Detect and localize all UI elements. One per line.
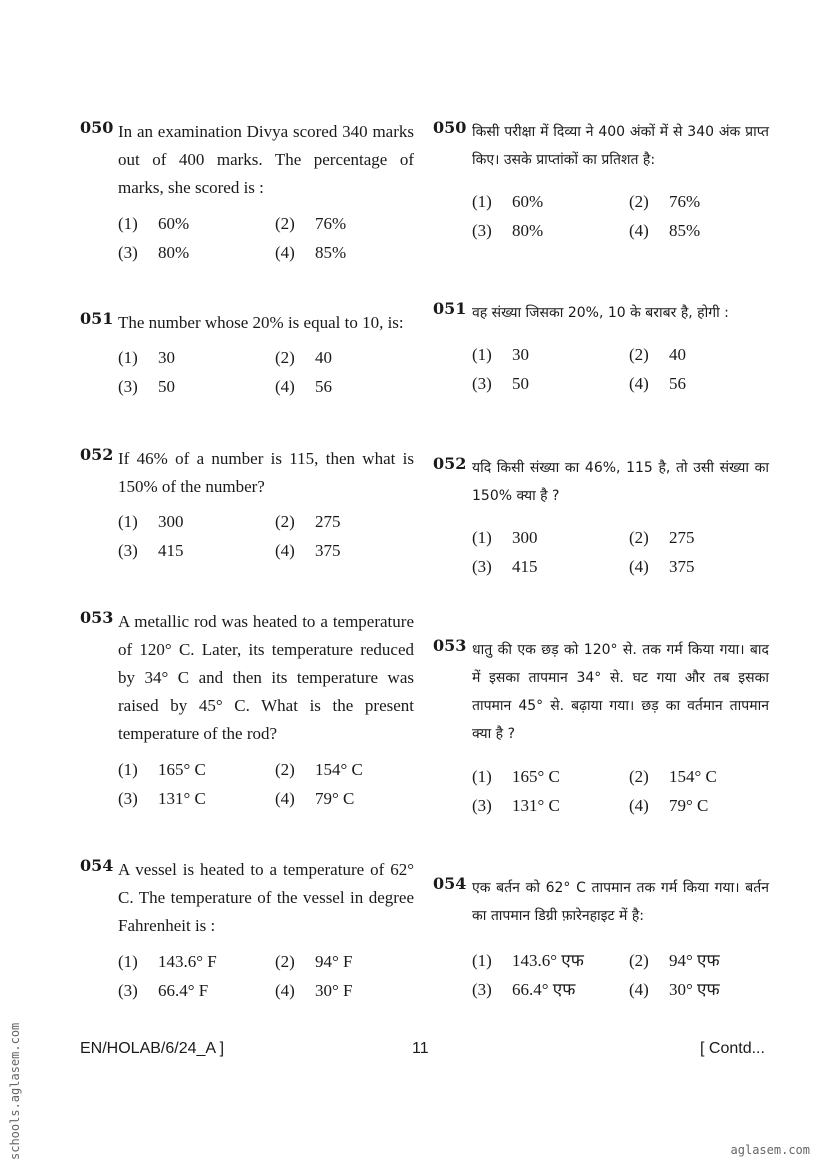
options: [472, 341, 786, 397]
question-text: In an examination Divya scored 340 marks out of 400 marks. The percentage of marks, she scored is :: [118, 122, 414, 197]
option: (3) 80%: [472, 221, 544, 240]
option: (2) 76%: [275, 214, 347, 233]
option: (4) 79° C: [275, 789, 355, 808]
question-053-hi: [433, 636, 769, 815]
question-text: धातु की एक छड़ को 120° से. तक गर्म किया गया। बाद में इसका तापमान 34° से. घट गया और तब इसका तापमान 45° से. बढ़ाया गया। छड़ का वर्तमान तापमान क्या है ?: [472, 642, 769, 742]
option: (1) 143.6° एफ: [472, 951, 584, 970]
option: (2) 94° एफ: [629, 951, 720, 970]
question-number: 054: [433, 874, 467, 893]
options: [472, 763, 786, 819]
option: (2) 275: [629, 528, 695, 547]
paper-code: EN/HOLAB/6/24_A ]: [80, 1040, 225, 1057]
question-text: एक बर्तन को 62° C तापमान तक गर्म किया गया। बर्तन का तापमान डिग्री फ़ारेनहाइट में है:: [472, 880, 769, 924]
option: (3) 131° C: [472, 796, 560, 815]
option: (1) 165° C: [472, 767, 560, 786]
option: (1) 165° C: [118, 760, 206, 779]
question-number: 051: [433, 299, 467, 318]
option: (4) 30° एफ: [629, 980, 720, 999]
options: [472, 947, 786, 1003]
options: [118, 210, 432, 266]
option: (4) 85%: [275, 243, 347, 262]
option: (3) 415: [118, 541, 184, 560]
option: (3) 50: [472, 374, 529, 393]
option: (2) 76%: [629, 192, 701, 211]
question-052-en: [80, 445, 414, 560]
question-number: 053: [80, 608, 114, 627]
question-text: The number whose 20% is equal to 10, is:: [118, 313, 404, 332]
option: (2) 40: [275, 348, 332, 367]
question-051-en: [80, 309, 414, 396]
question-text: वह संख्या जिसका 20%, 10 के बराबर है, होगी :: [472, 305, 729, 321]
question-051-hi: [433, 299, 769, 393]
option: (4) 375: [275, 541, 341, 560]
options: [472, 188, 786, 244]
option: (3) 50: [118, 377, 175, 396]
question-text: If 46% of a number is 115, then what is 150% of the number?: [118, 449, 414, 496]
option: (4) 79° C: [629, 796, 709, 815]
options: [118, 344, 432, 400]
question-053-en: [80, 608, 414, 808]
option: (2) 154° C: [629, 767, 717, 786]
question-number: 050: [433, 118, 467, 137]
question-number: 053: [433, 636, 467, 655]
option: (2) 94° F: [275, 952, 353, 971]
question-text: किसी परीक्षा में दिव्या ने 400 अंकों में से 340 अंक प्राप्त किए। उसके प्राप्तांकों का प्रतिशत है:: [472, 124, 769, 168]
options: [118, 948, 432, 1004]
question-050-hi: [433, 118, 769, 240]
question-050-en: [80, 118, 414, 262]
question-number: 054: [80, 856, 114, 875]
option: (3) 415: [472, 557, 538, 576]
options: [118, 756, 432, 812]
option: (3) 131° C: [118, 789, 206, 808]
bottom-watermark: aglasem.com: [730, 1143, 810, 1157]
option: (1) 30: [472, 345, 529, 364]
side-watermark: schools.aglasem.com: [8, 1022, 22, 1160]
option: (1) 300: [118, 512, 184, 531]
question-number: 050: [80, 118, 114, 137]
question-number: 052: [80, 445, 114, 464]
contd-label: [ Contd...: [700, 1040, 765, 1057]
option: (2) 275: [275, 512, 341, 531]
option: (1) 300: [472, 528, 538, 547]
question-054-hi: [433, 874, 769, 999]
option: (1) 30: [118, 348, 175, 367]
option: (1) 143.6° F: [118, 952, 217, 971]
option: (4) 56: [275, 377, 332, 396]
question-text: A vessel is heated to a temperature of 62° C. The temperature of the vessel in degree Fahrenheit is :: [118, 860, 414, 935]
option: (4) 375: [629, 557, 695, 576]
page-number: 11: [412, 1040, 429, 1057]
option: (4) 85%: [629, 221, 701, 240]
question-054-en: [80, 856, 414, 1000]
option: (2) 154° C: [275, 760, 363, 779]
question-text: A metallic rod was heated to a temperature of 120° C. Later, its temperature reduced by 34° C and then its temperature was raised by 45° C. What is the present temperature of the rod?: [118, 612, 414, 743]
option: (3) 80%: [118, 243, 190, 262]
option: (1) 60%: [118, 214, 190, 233]
option: (3) 66.4° एफ: [472, 980, 576, 999]
option: (2) 40: [629, 345, 686, 364]
question-052-hi: [433, 454, 769, 576]
options: [472, 524, 786, 580]
option: (4) 56: [629, 374, 686, 393]
question-number: 052: [433, 454, 467, 473]
option: (3) 66.4° F: [118, 981, 209, 1000]
option: (1) 60%: [472, 192, 544, 211]
question-text: यदि किसी संख्या का 46%, 115 है, तो उसी संख्या का 150% क्या है ?: [472, 460, 769, 504]
options: [118, 508, 432, 564]
option: (4) 30° F: [275, 981, 353, 1000]
question-number: 051: [80, 309, 114, 328]
